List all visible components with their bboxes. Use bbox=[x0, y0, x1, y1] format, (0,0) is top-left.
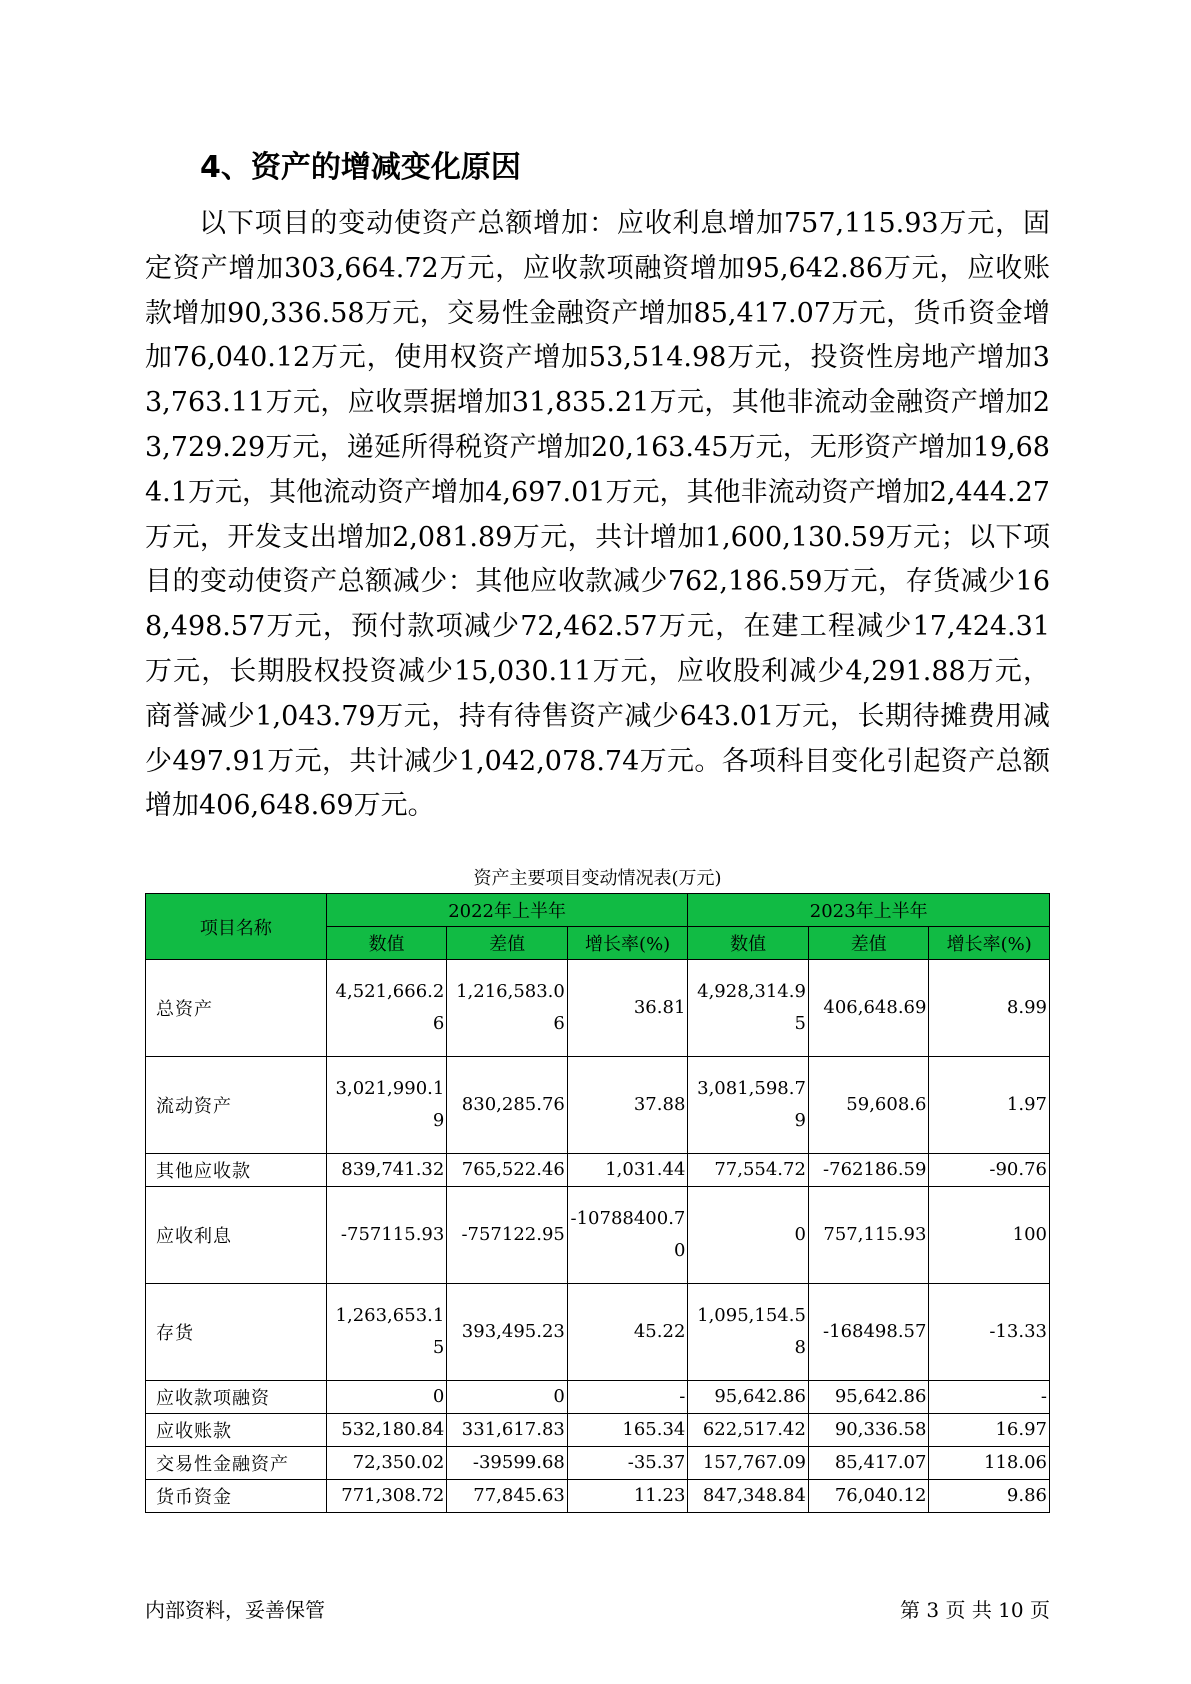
asset-change-table bbox=[145, 893, 1050, 1513]
table-row bbox=[146, 1187, 1050, 1284]
cell-diff-2022: 0 bbox=[447, 1381, 568, 1414]
table-row bbox=[146, 1057, 1050, 1154]
cell-growth-2023: 100 bbox=[929, 1187, 1050, 1284]
footer-page-number: 第 3 页 共 10 页 bbox=[900, 1598, 1050, 1622]
header-value-2023: 数值 bbox=[688, 927, 809, 960]
cell-growth-2022: -35.37 bbox=[567, 1447, 688, 1480]
cell-value-2022: 4,521,666.26 bbox=[326, 960, 447, 1057]
cell-diff-2023: 59,608.6 bbox=[808, 1057, 929, 1154]
header-period-2023: 2023年上半年 bbox=[688, 894, 1050, 927]
header-item-name: 项目名称 bbox=[146, 894, 327, 960]
cell-growth-2023: 8.99 bbox=[929, 960, 1050, 1057]
cell-diff-2022: 331,617.83 bbox=[447, 1414, 568, 1447]
cell-diff-2022: 765,522.46 bbox=[447, 1154, 568, 1187]
cell-value-2023: 77,554.72 bbox=[688, 1154, 809, 1187]
cell-diff-2023: -168498.57 bbox=[808, 1284, 929, 1381]
cell-value-2022: 839,741.32 bbox=[326, 1154, 447, 1187]
row-name: 应收账款 bbox=[146, 1414, 327, 1447]
cell-diff-2022: 830,285.76 bbox=[447, 1057, 568, 1154]
cell-diff-2022: 393,495.23 bbox=[447, 1284, 568, 1381]
row-name: 货币资金 bbox=[146, 1480, 327, 1513]
cell-value-2023: 95,642.86 bbox=[688, 1381, 809, 1414]
row-name: 存货 bbox=[146, 1284, 327, 1381]
header-value-2022: 数值 bbox=[326, 927, 447, 960]
cell-diff-2023: 76,040.12 bbox=[808, 1480, 929, 1513]
cell-value-2023: 1,095,154.58 bbox=[688, 1284, 809, 1381]
row-name: 应收款项融资 bbox=[146, 1381, 327, 1414]
table-row bbox=[146, 1447, 1050, 1480]
row-name: 应收利息 bbox=[146, 1187, 327, 1284]
header-period-2022: 2022年上半年 bbox=[326, 894, 688, 927]
table-row bbox=[146, 1154, 1050, 1187]
cell-value-2023: 157,767.09 bbox=[688, 1447, 809, 1480]
cell-growth-2023: 118.06 bbox=[929, 1447, 1050, 1480]
row-name: 交易性金融资产 bbox=[146, 1447, 327, 1480]
header-growth-2022: 增长率(%) bbox=[567, 927, 688, 960]
cell-growth-2023: -90.76 bbox=[929, 1154, 1050, 1187]
footer-confidential-note: 内部资料，妥善保管 bbox=[145, 1598, 325, 1622]
table-row bbox=[146, 1284, 1050, 1381]
cell-value-2022: 3,021,990.19 bbox=[326, 1057, 447, 1154]
cell-value-2022: 532,180.84 bbox=[326, 1414, 447, 1447]
cell-diff-2023: -762186.59 bbox=[808, 1154, 929, 1187]
cell-value-2022: 771,308.72 bbox=[326, 1480, 447, 1513]
cell-diff-2023: 85,417.07 bbox=[808, 1447, 929, 1480]
row-name: 总资产 bbox=[146, 960, 327, 1057]
cell-diff-2022: -39599.68 bbox=[447, 1447, 568, 1480]
table-row bbox=[146, 1381, 1050, 1414]
cell-growth-2023: 9.86 bbox=[929, 1480, 1050, 1513]
cell-value-2022: -757115.93 bbox=[326, 1187, 447, 1284]
table-caption: 资产主要项目变动情况表(万元) bbox=[473, 868, 722, 889]
cell-value-2023: 3,081,598.79 bbox=[688, 1057, 809, 1154]
header-diff-2022: 差值 bbox=[447, 927, 568, 960]
cell-value-2023: 622,517.42 bbox=[688, 1414, 809, 1447]
cell-value-2023: 847,348.84 bbox=[688, 1480, 809, 1513]
cell-diff-2022: 77,845.63 bbox=[447, 1480, 568, 1513]
cell-growth-2023: 16.97 bbox=[929, 1414, 1050, 1447]
table-row bbox=[146, 960, 1050, 1057]
row-name: 其他应收款 bbox=[146, 1154, 327, 1187]
cell-diff-2022: -757122.95 bbox=[447, 1187, 568, 1284]
cell-diff-2023: 95,642.86 bbox=[808, 1381, 929, 1414]
cell-growth-2023: -13.33 bbox=[929, 1284, 1050, 1381]
section-heading: 4、资产的增减变化原因 bbox=[200, 150, 521, 185]
cell-value-2022: 1,263,653.15 bbox=[326, 1284, 447, 1381]
header-growth-2023: 增长率(%) bbox=[929, 927, 1050, 960]
row-name: 流动资产 bbox=[146, 1057, 327, 1154]
cell-diff-2023: 757,115.93 bbox=[808, 1187, 929, 1284]
cell-diff-2023: 406,648.69 bbox=[808, 960, 929, 1057]
cell-diff-2023: 90,336.58 bbox=[808, 1414, 929, 1447]
table-row bbox=[146, 1414, 1050, 1447]
cell-growth-2022: 1,031.44 bbox=[567, 1154, 688, 1187]
header-diff-2023: 差值 bbox=[808, 927, 929, 960]
cell-diff-2022: 1,216,583.06 bbox=[447, 960, 568, 1057]
cell-growth-2022: -10788400.70 bbox=[567, 1187, 688, 1284]
cell-value-2022: 72,350.02 bbox=[326, 1447, 447, 1480]
cell-value-2023: 4,928,314.95 bbox=[688, 960, 809, 1057]
cell-growth-2022: 165.34 bbox=[567, 1414, 688, 1447]
cell-growth-2022: 37.88 bbox=[567, 1057, 688, 1154]
cell-value-2022: 0 bbox=[326, 1381, 447, 1414]
body-paragraph: 以下项目的变动使资产总额增加：应收利息增加757,115.93万元，固定资产增加303,664.72万元，应收款项融资增加95,642.86万元，应收账款增加90,336.58万元，交易性金融资产增加85,417.07万元，货币资金增加76,040.12万元，使用权资产增加53,514.98万元，投资性房地产增加33,763.11万元，应收票据增加31,835.21万元，其他非流动金融资产增加23,729.29万元，递延所得税资产增加20,163.45万元，无形资产增加19,684.1万元，其他流动资产增加4,697.01万元，其他非流动资产增加2,444.27万元，开发支出增加2,081.89万元，共计增加1,600,130.59万元；以下项目的变动使资产总额减少：其他应收款减少762,186.59万元，存货减少168,498.57万元，预付款项减少72,462.57万元，在建工程减少17,424.31万元，长期股权投资减少15,030.11万元，应收股利减少4,291.88万元，商誉减少1,043.79万元，持有待售资产减少643.01万元，长期待摊费用减少497.91万元，共计减少1,042,078.74万元。各项科目变化引起资产总额增加406,648.69万元。 bbox=[145, 208, 1050, 822]
cell-value-2023: 0 bbox=[688, 1187, 809, 1284]
cell-growth-2022: 11.23 bbox=[567, 1480, 688, 1513]
cell-growth-2022: 36.81 bbox=[567, 960, 688, 1057]
table-row bbox=[146, 1480, 1050, 1513]
cell-growth-2022: - bbox=[567, 1381, 688, 1414]
cell-growth-2023: - bbox=[929, 1381, 1050, 1414]
cell-growth-2022: 45.22 bbox=[567, 1284, 688, 1381]
cell-growth-2023: 1.97 bbox=[929, 1057, 1050, 1154]
